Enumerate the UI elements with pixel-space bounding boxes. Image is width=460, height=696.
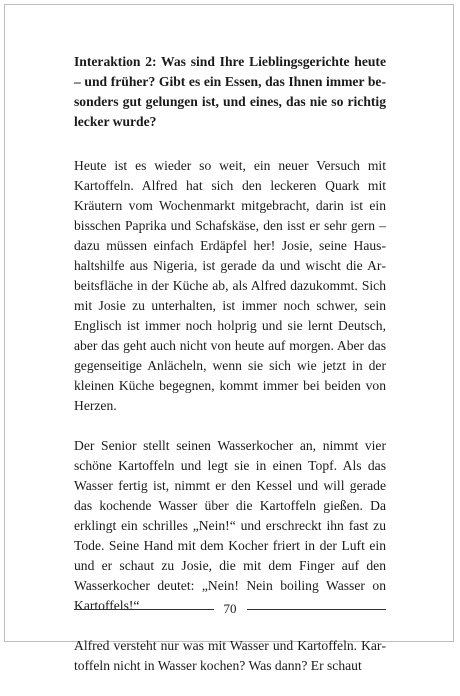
paragraph-2: Der Senior stellt seinen Wasserkocher an, nimmt vier schöne Kartoffeln und legt sie in einen Topf. Als das Wasser fertig ist, nimmt er den Kessel und will gerade das kochende Wasser über die Kartoffeln gießen. Da erklingt ein schrilles „Nein!“ und erschreckt ihn fast zu Tode. Seine Hand mit dem Kocher friert in der Luft ein und er schaut zu Josie, die mit dem Finger auf den Wasserkocher deutet: „Nein! Nein boiling Wasser on Kartoffels!“ bbox=[74, 438, 386, 613]
interaction-heading: Interaktion 2: Was sind Ihre Lieblingsgerichte heute – und früher? Gibt es ein Essen, das Ihnen immer besonders gut gelungen ist, und eines, das nie so richtig lecker wurde? bbox=[74, 54, 386, 129]
page-number: 70 bbox=[223, 601, 237, 616]
paragraph-3: Alfred versteht nur was mit Wasser und Kartoffeln. Kartoffeln nicht in Wasser kochen? Was dann? Er schaut bbox=[74, 638, 386, 673]
page-footer bbox=[74, 601, 386, 617]
footer-rule-right bbox=[247, 609, 387, 610]
page-content bbox=[74, 52, 386, 696]
paragraph-1: Heute ist es wieder so weit, ein neuer Versuch mit Kartoffeln. Alfred hat sich den leckeren Quark mit Kräutern vom Wochenmarkt mitgebracht, darin ist ein bisschen Paprika und Schafskäse, den isst er sehr gern – dazu müssen einfach Erdäpfel her! Josie, seine Haushaltshilfe aus Nigeria, ist gerade da und wischt die Arbeitsfläche in der Küche ab, als Alfred dazukommt. Sich mit Josie zu unterhalten, ist immer noch schwer, sein Englisch ist immer noch holprig und sie lernt Deutsch, aber das geht auch nicht von heute auf morgen. Aber das gegenseitige Anlächeln, wenn sie sich wie jetzt in der kleinen Küche begegnen, kommt immer bei beiden von Herzen. bbox=[74, 158, 386, 413]
footer-rule-left bbox=[74, 609, 214, 610]
